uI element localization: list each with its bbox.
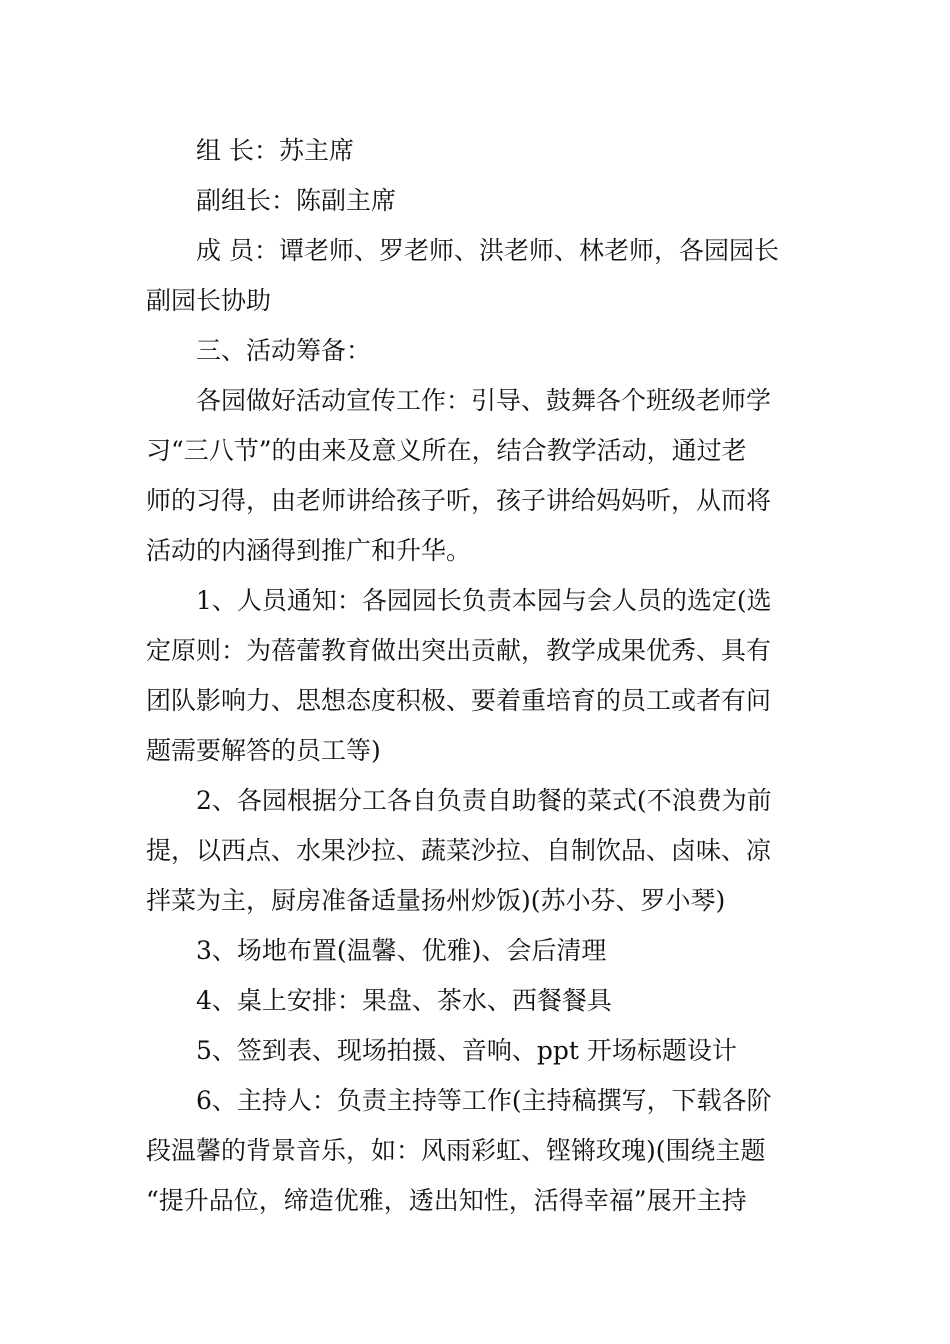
- text-line-promo: 各园做好活动宣传工作：引导、鼓舞各个班级老师学: [196, 386, 772, 415]
- list-item-2-cont: 提，以西点、水果沙拉、蔬菜沙拉、自制饮品、卤味、凉: [146, 836, 772, 865]
- list-item-1-cont: 题需要解答的员工等): [146, 736, 381, 765]
- text-line-deputy: 副组长：陈副主席: [196, 186, 397, 215]
- text-line-leader: 组 长：苏主席: [196, 136, 354, 165]
- list-item-1: 1、人员通知：各园园长负责本园与会人员的选定(选: [196, 586, 772, 615]
- list-item-6-cont: 段温馨的背景音乐，如：风雨彩虹、铿锵玫瑰)(围绕主题: [146, 1136, 766, 1165]
- text-line-promo-cont: 习“三八节”的由来及意义所在，结合教学活动，通过老: [146, 436, 747, 465]
- list-item-6-cont: “提升品位，缔造优雅，透出知性，活得幸福”展开主持: [146, 1186, 747, 1215]
- section-heading-preparation: 三、活动筹备：: [196, 336, 372, 365]
- document-body: [146, 126, 810, 1226]
- text-line-members-cont: 副园长协助: [146, 286, 272, 315]
- list-item-3: 3、场地布置(温馨、优雅)、会后清理: [196, 936, 607, 965]
- list-item-1-cont: 团队影响力、思想态度积极、要着重培育的员工或者有问: [146, 686, 772, 715]
- text-line-promo-cont: 活动的内涵得到推广和升华。: [146, 536, 472, 565]
- list-item-5: 5、签到表、现场拍摄、音响、ppt 开场标题设计: [196, 1036, 737, 1065]
- list-item-2-cont: 拌菜为主，厨房准备适量扬州炒饭)(苏小芬、罗小琴): [146, 886, 726, 915]
- list-item-6: 6、主持人：负责主持等工作(主持稿撰写，下载各阶: [196, 1086, 772, 1115]
- text-line-members: 成 员：谭老师、罗老师、洪老师、林老师，各园园长: [196, 236, 779, 265]
- text-line-promo-cont: 师的习得，由老师讲给孩子听，孩子讲给妈妈听，从而将: [146, 486, 772, 515]
- list-item-4: 4、桌上安排：果盘、茶水、西餐餐具: [196, 986, 612, 1015]
- list-item-2: 2、各园根据分工各自负责自助餐的菜式(不浪费为前: [196, 786, 772, 815]
- list-item-1-cont: 定原则：为蓓蕾教育做出突出贡献，教学成果优秀、具有: [146, 636, 772, 665]
